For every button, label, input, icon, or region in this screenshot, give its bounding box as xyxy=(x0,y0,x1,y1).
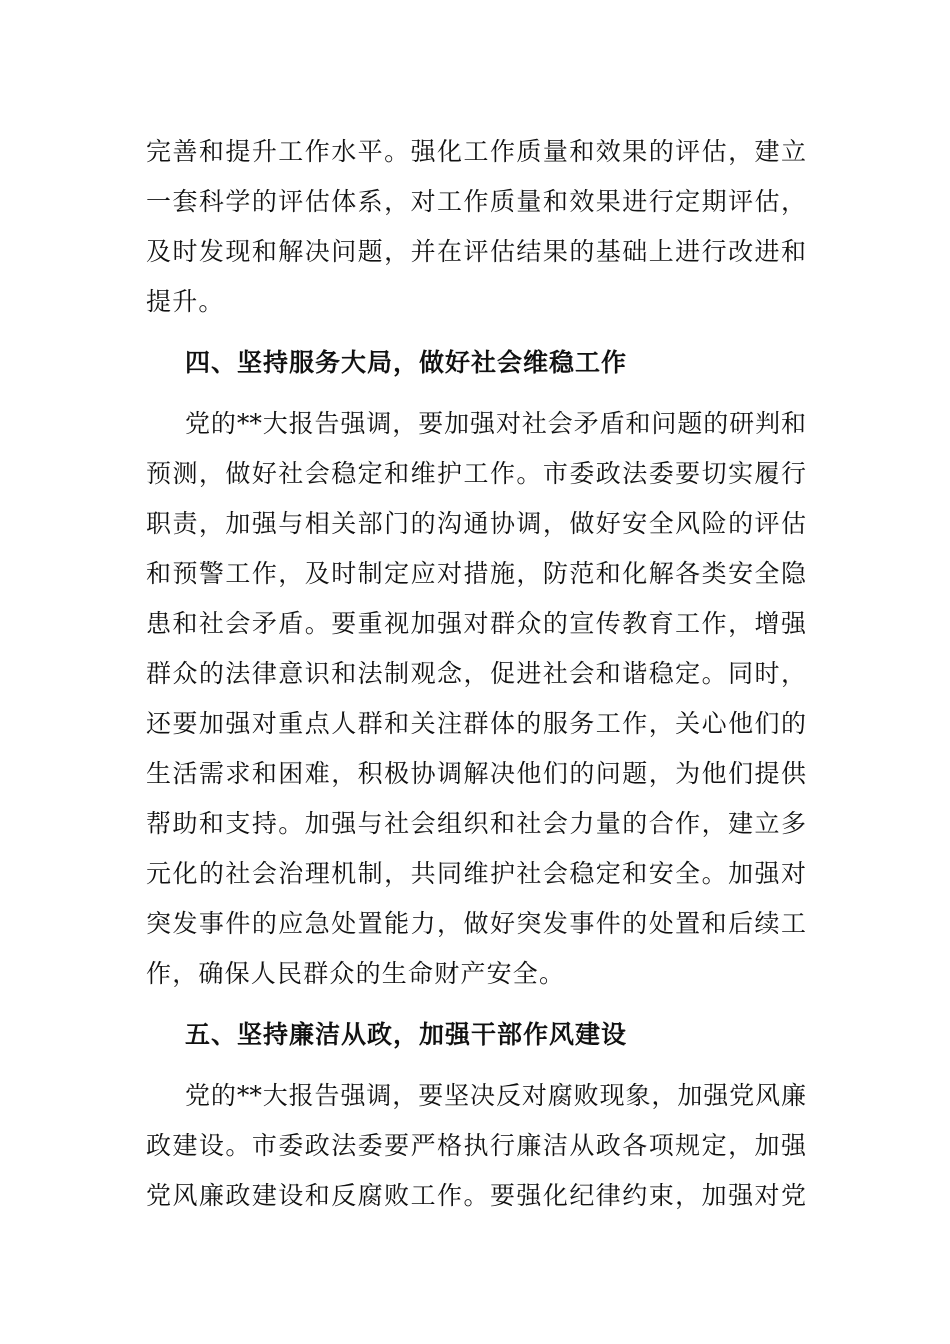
paragraph-line: 职责，加强与相关部门的沟通协调，做好安全风险的评估 xyxy=(146,509,806,538)
paragraph-line: 政建设。市委政法委要严格执行廉洁从政各项规定，加强 xyxy=(146,1131,806,1160)
paragraph-line: 生活需求和困难，积极协调解决他们的问题，为他们提供 xyxy=(146,759,806,788)
section-heading: 四、坚持服务大局，做好社会维稳工作 xyxy=(185,348,628,377)
paragraph-line: 突发事件的应急处置能力，做好突发事件的处置和后续工 xyxy=(146,909,806,938)
section-heading: 五、坚持廉洁从政，加强干部作风建设 xyxy=(185,1020,628,1049)
paragraph-line: 群众的法律意识和法制观念，促进社会和谐稳定。同时， xyxy=(146,659,806,688)
paragraph-line: 和预警工作，及时制定应对措施，防范和化解各类安全隐 xyxy=(146,559,806,588)
paragraph-line: 作，确保人民群众的生命财产安全。 xyxy=(146,959,566,988)
paragraph-line: 党风廉政建设和反腐败工作。要强化纪律约束，加强对党 xyxy=(146,1181,806,1210)
paragraph-line: 帮助和支持。加强与社会组织和社会力量的合作，建立多 xyxy=(146,809,806,838)
paragraph-line: 党的**大报告强调，要坚决反对腐败现象，加强党风廉 xyxy=(185,1081,806,1110)
paragraph-line: 完善和提升工作水平。强化工作质量和效果的评估，建立 xyxy=(146,137,806,166)
paragraph-line: 还要加强对重点人群和关注群体的服务工作，关心他们的 xyxy=(146,709,806,738)
paragraph-line: 一套科学的评估体系，对工作质量和效果进行定期评估， xyxy=(146,187,806,216)
paragraph-line: 元化的社会治理机制，共同维护社会稳定和安全。加强对 xyxy=(146,859,806,888)
paragraph-line: 预测，做好社会稳定和维护工作。市委政法委要切实履行 xyxy=(146,459,806,488)
paragraph-line: 患和社会矛盾。要重视加强对群众的宣传教育工作，增强 xyxy=(146,609,806,638)
paragraph-line: 提升。 xyxy=(146,287,225,316)
paragraph-line: 及时发现和解决问题，并在评估结果的基础上进行改进和 xyxy=(146,237,806,266)
paragraph-line: 党的**大报告强调，要加强对社会矛盾和问题的研判和 xyxy=(185,409,806,438)
